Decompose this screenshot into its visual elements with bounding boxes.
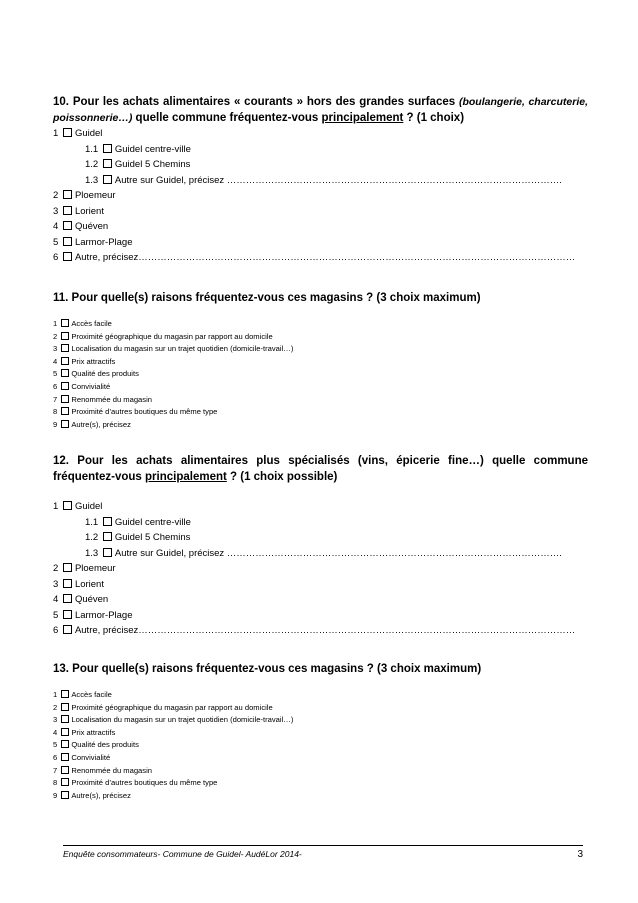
- checkbox[interactable]: [103, 159, 112, 168]
- checkbox[interactable]: [61, 420, 69, 428]
- q12-option-4[interactable]: 4 Quéven: [53, 594, 109, 605]
- q11-option-7[interactable]: 7 Renommée du magasin: [53, 394, 152, 404]
- checkbox[interactable]: [61, 382, 69, 390]
- q10-option-1-1[interactable]: 1.1 Guidel centre-ville: [85, 143, 191, 155]
- q11-option-5[interactable]: 5 Qualité des produits: [53, 369, 139, 379]
- q12-option-5[interactable]: 5 Larmor-Plage: [53, 609, 133, 621]
- q13-option-9[interactable]: 9 Autre(s), précisez: [53, 790, 131, 800]
- q12-option-3[interactable]: 3 Lorient: [53, 578, 104, 590]
- q12-option-1-1[interactable]: 1.1 Guidel centre-ville: [85, 516, 191, 528]
- q13-option-6[interactable]: 6 Convivialité: [53, 752, 111, 762]
- q10-option-5[interactable]: 5 Larmor-Plage: [53, 236, 133, 248]
- question-10-title: 10. Pour les achats alimentaires « courants » hors des grandes surfaces (boulangerie, charcuterie, poissonnerie…) quelle commune fréquentez-vous principalement ? (1 choix): [53, 96, 588, 124]
- checkbox[interactable]: [61, 357, 69, 365]
- q12-option-1-3[interactable]: 1.3 Autre sur Guidel, précisez …………………………………………………………………………………………….: [85, 547, 562, 559]
- question-11: [53, 290, 588, 431]
- checkbox[interactable]: [63, 237, 72, 246]
- q13-option-8[interactable]: 8 Proximité d’autres boutiques du même type: [53, 778, 218, 788]
- question-12: [53, 453, 588, 639]
- checkbox[interactable]: [63, 221, 72, 230]
- q10-option-1[interactable]: 1 Guidel: [53, 128, 103, 139]
- question-10: [53, 94, 588, 266]
- checkbox[interactable]: [61, 690, 69, 698]
- checkbox[interactable]: [61, 778, 69, 786]
- checkbox[interactable]: [61, 369, 69, 377]
- checkbox[interactable]: [61, 728, 69, 736]
- checkbox[interactable]: [61, 703, 69, 711]
- q11-option-8[interactable]: 8 Proximité d’autres boutiques du même type: [53, 407, 218, 417]
- checkbox[interactable]: [61, 395, 69, 403]
- checkbox[interactable]: [61, 332, 69, 340]
- q12-option-1-2[interactable]: 1.2 Guidel 5 Chemins: [85, 532, 191, 543]
- checkbox[interactable]: [63, 610, 72, 619]
- checkbox[interactable]: [61, 766, 69, 774]
- q13-option-2[interactable]: 2 Proximité géographique du magasin par rapport au domicile: [53, 702, 273, 712]
- q13-option-1[interactable]: 1 Accès facile: [53, 690, 112, 699]
- q11-option-3[interactable]: 3 Localisation du magasin sur un trajet quotidien (domicile-travail…): [53, 344, 294, 354]
- checkbox[interactable]: [63, 594, 72, 603]
- q10-option-2[interactable]: 2 Ploemeur: [53, 190, 116, 201]
- q12-option-1[interactable]: 1 Guidel: [53, 501, 103, 512]
- checkbox[interactable]: [63, 206, 72, 215]
- checkbox[interactable]: [103, 548, 112, 557]
- checkbox[interactable]: [63, 190, 72, 199]
- checkbox[interactable]: [103, 532, 112, 541]
- checkbox[interactable]: [103, 175, 112, 184]
- checkbox[interactable]: [63, 579, 72, 588]
- q10-option-3[interactable]: 3 Lorient: [53, 205, 104, 217]
- question-13-title: 13. Pour quelle(s) raisons fréquentez-vous ces magasins ? (3 choix maximum): [53, 663, 482, 675]
- q11-option-1[interactable]: 1 Accès facile: [53, 319, 112, 328]
- q13-option-7[interactable]: 7 Renommée du magasin: [53, 765, 152, 775]
- checkbox[interactable]: [61, 740, 69, 748]
- q10-option-4[interactable]: 4 Quéven: [53, 221, 109, 232]
- page-number: 3: [577, 849, 583, 860]
- checkbox[interactable]: [61, 344, 69, 352]
- question-11-title: 11. Pour quelle(s) raisons fréquentez-vous ces magasins ? (3 choix maximum): [53, 292, 481, 304]
- page-footer: [63, 845, 583, 859]
- question-13: [53, 661, 588, 802]
- checkbox[interactable]: [103, 517, 112, 526]
- checkbox[interactable]: [61, 715, 69, 723]
- q11-option-4[interactable]: 4 Prix attractifs: [53, 356, 116, 366]
- q10-option-1-2[interactable]: 1.2 Guidel 5 Chemins: [85, 159, 191, 170]
- checkbox[interactable]: [63, 501, 72, 510]
- q12-option-6[interactable]: 6 Autre, précisez…………………………………………………………………………………………………………………………: [53, 625, 576, 636]
- q10-option-6[interactable]: 6 Autre, précisez…………………………………………………………………………………………………………………………: [53, 252, 576, 263]
- q11-option-6[interactable]: 6 Convivialité: [53, 381, 111, 391]
- q13-option-4[interactable]: 4 Prix attractifs: [53, 727, 116, 737]
- checkbox[interactable]: [63, 252, 72, 261]
- checkbox[interactable]: [103, 144, 112, 153]
- checkbox[interactable]: [61, 319, 69, 327]
- q10-option-1-3[interactable]: 1.3 Autre sur Guidel, précisez …………………………………………………………………………………………….: [85, 174, 562, 186]
- q11-option-2[interactable]: 2 Proximité géographique du magasin par rapport au domicile: [53, 331, 273, 341]
- q13-option-3[interactable]: 3 Localisation du magasin sur un trajet quotidien (domicile-travail…): [53, 715, 294, 725]
- question-12-title: 12. Pour les achats alimentaires plus spécialisés (vins, épicerie fine…) quelle commune fréquentez-vous principalement ? (1 choix possible): [53, 455, 588, 483]
- checkbox[interactable]: [63, 128, 72, 137]
- checkbox[interactable]: [63, 563, 72, 572]
- checkbox[interactable]: [61, 791, 69, 799]
- checkbox[interactable]: [61, 407, 69, 415]
- q12-option-2[interactable]: 2 Ploemeur: [53, 563, 116, 574]
- checkbox[interactable]: [61, 753, 69, 761]
- q11-option-9[interactable]: 9 Autre(s), précisez: [53, 419, 131, 429]
- footer-text: Enquête consommateurs- Commune de Guidel- AudéLor 2014-: [63, 849, 302, 859]
- checkbox[interactable]: [63, 625, 72, 634]
- q13-option-5[interactable]: 5 Qualité des produits: [53, 740, 139, 750]
